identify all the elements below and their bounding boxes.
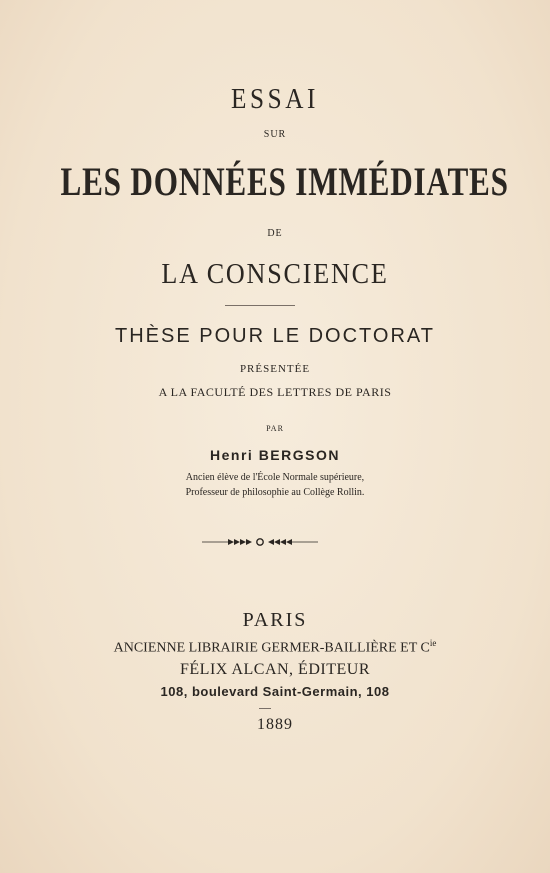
thesis-heading: THÈSE POUR LE DOCTORAT (115, 325, 435, 347)
sur-word: SUR (263, 129, 287, 140)
title-rule (225, 305, 295, 306)
faculty-line: A LA FACULTÉ DES LETTRES DE PARIS (158, 385, 392, 399)
author-credential-2: Professeur de philosophie au Collège Rollin. (185, 487, 365, 498)
publisher-line-1: ANCIENNE LIBRAIRIE GERMER-BAILLIÈRE ET $C^{ie}$ (113, 638, 437, 656)
publication-year: 1889 (257, 716, 293, 733)
essai-heading: ESSAI (230, 84, 320, 115)
author-credential-1: Ancien élève de l'École Normale supérieure, (185, 472, 365, 483)
de-word: DE (267, 228, 283, 239)
year-rule (259, 708, 271, 709)
author-name: Henri BERGSON (210, 447, 340, 463)
main-title: LES DONNÉES IMMÉDIATES (60, 159, 509, 204)
by-word: PAR (266, 424, 284, 433)
presented-word: PRÉSENTÉE (239, 363, 311, 375)
publisher-line-2: FÉLIX ALCAN, ÉDITEUR (180, 661, 370, 678)
publisher-address: 108, boulevard Saint-Germain, 108 (160, 684, 390, 699)
subject-title: LA CONSCIENCE (161, 258, 389, 290)
fleuron-ornament (200, 532, 320, 552)
imprint-city: PARIS (242, 609, 308, 631)
